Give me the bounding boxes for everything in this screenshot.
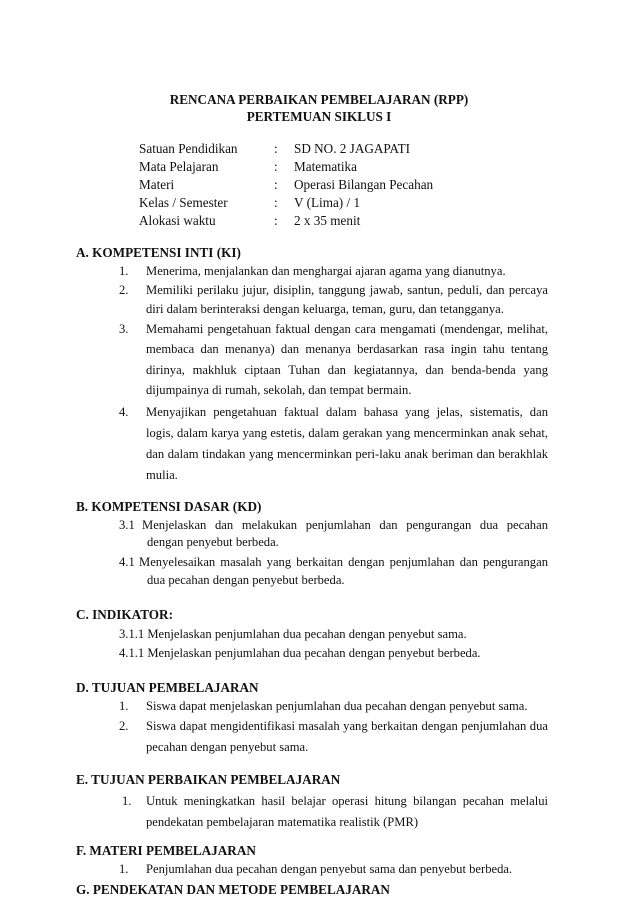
section-heading: D. TUJUAN PEMBELAJARAN <box>76 680 259 695</box>
list-number: 3. <box>119 322 129 336</box>
list-item-line: Menyajikan pengetahuan faktual dalam bahasa yang jelas, sistematis, dan <box>146 405 548 419</box>
list-item-line: Untuk meningkatkan hasil belajar operasi hitung bilangan pecahan melalui <box>146 794 548 808</box>
document-subtitle: PERTEMUAN SIKLUS I <box>246 109 392 124</box>
list-item-line: membaca dan menanya) dan menanya berdasarkan rasa ingin tahu tentang <box>146 342 548 356</box>
list-item-line: Menyelesaikan masalah yang berkaitan dengan penjumlahan dan pengurangan <box>139 555 548 569</box>
section-heading: B. KOMPETENSI DASAR (KD) <box>76 499 262 514</box>
list-number: 3.1 <box>119 518 135 532</box>
section-heading: E. TUJUAN PERBAIKAN PEMBELAJARAN <box>76 772 341 787</box>
info-label: Materi <box>139 177 175 192</box>
info-colon: : <box>274 195 278 210</box>
list-item-line: Siswa dapat menjelaskan penjumlahan dua pecahan dengan penyebut sama. <box>146 699 528 713</box>
list-number: 4.1 <box>119 555 135 569</box>
list-item-line: Penjumlahan dua pecahan dengan penyebut sama dan penyebut berbeda. <box>146 862 513 876</box>
list-item-line: 3.1.1 Menjelaskan penjumlahan dua pecahan dengan penyebut sama. <box>119 627 467 641</box>
list-item-line: 4.1.1 Menjelaskan penjumlahan dua pecahan dengan penyebut berbeda. <box>119 646 481 660</box>
info-value: Operasi Bilangan Pecahan <box>294 177 434 192</box>
list-item-line: pendekatan pembelajaran matematika realistik (PMR) <box>146 815 419 829</box>
info-value: Matematika <box>294 159 357 174</box>
list-number: 2. <box>119 283 129 297</box>
info-colon: : <box>274 177 278 192</box>
list-number: 4. <box>119 405 129 419</box>
list-item-line: mulia. <box>146 468 178 482</box>
info-value: 2 x 35 menit <box>294 213 361 228</box>
document-title: RENCANA PERBAIKAN PEMBELAJARAN (RPP) <box>169 92 469 107</box>
list-item-line: dirinya, makhluk ciptaan Tuhan dan kegiatannya, dan benda-benda yang <box>146 363 548 377</box>
info-label: Kelas / Semester <box>139 195 228 210</box>
info-label: Satuan Pendidikan <box>139 141 238 156</box>
list-item-line: Memiliki perilaku jujur, disiplin, tanggung jawab, santun, peduli, dan percaya <box>146 283 548 297</box>
list-item-line: pecahan dengan penyebut sama. <box>146 740 309 754</box>
section-heading: A. KOMPETENSI INTI (KI) <box>76 245 241 260</box>
list-number: 1. <box>119 862 129 876</box>
list-item-line: Memahami pengetahuan faktual dengan cara mengamati (mendengar, melihat, <box>146 322 548 336</box>
info-colon: : <box>274 141 278 156</box>
info-label: Mata Pelajaran <box>139 159 219 174</box>
list-item-line: Menerima, menjalankan dan menghargai ajaran agama yang dianutnya. <box>146 264 506 278</box>
list-item-line: dengan penyebut berbeda. <box>147 535 279 549</box>
list-number: 1. <box>119 699 129 713</box>
list-item-line: diri dalam berinteraksi dengan keluarga, teman, guru, dan tetangganya. <box>146 302 504 316</box>
info-label: Alokasi waktu <box>139 213 216 228</box>
list-item-line: logis, dalam karya yang estetis, dalam gerakan yang mencerminkan anak sehat, <box>146 426 548 440</box>
list-number: 1. <box>119 264 129 278</box>
list-item-line: Siswa dapat mengidentifikasi masalah yang berkaitan dengan penjumlahan dua <box>146 719 548 733</box>
section-heading: G. PENDEKATAN DAN METODE PEMBELAJARAN <box>76 882 390 897</box>
info-value: V (Lima) / 1 <box>294 195 361 210</box>
list-item-line: dijumpainya di rumah, sekolah, dan tempat bermain. <box>146 383 412 397</box>
list-item-line: dua pecahan dengan penyebut berbeda. <box>147 573 345 587</box>
section-heading: F. MATERI PEMBELAJARAN <box>76 843 256 858</box>
list-item-line: dan dalam tindakan yang mencerminkan peri-laku anak beriman dan berakhlak <box>146 447 548 461</box>
list-number: 2. <box>119 719 129 733</box>
section-heading: C. INDIKATOR: <box>76 607 173 622</box>
info-colon: : <box>274 159 278 174</box>
list-item-line: Menjelaskan dan melakukan penjumlahan dan pengurangan dua pecahan <box>142 518 548 532</box>
info-value: SD NO. 2 JAGAPATI <box>294 141 411 156</box>
list-number: 1. <box>122 794 132 808</box>
info-colon: : <box>274 213 278 228</box>
